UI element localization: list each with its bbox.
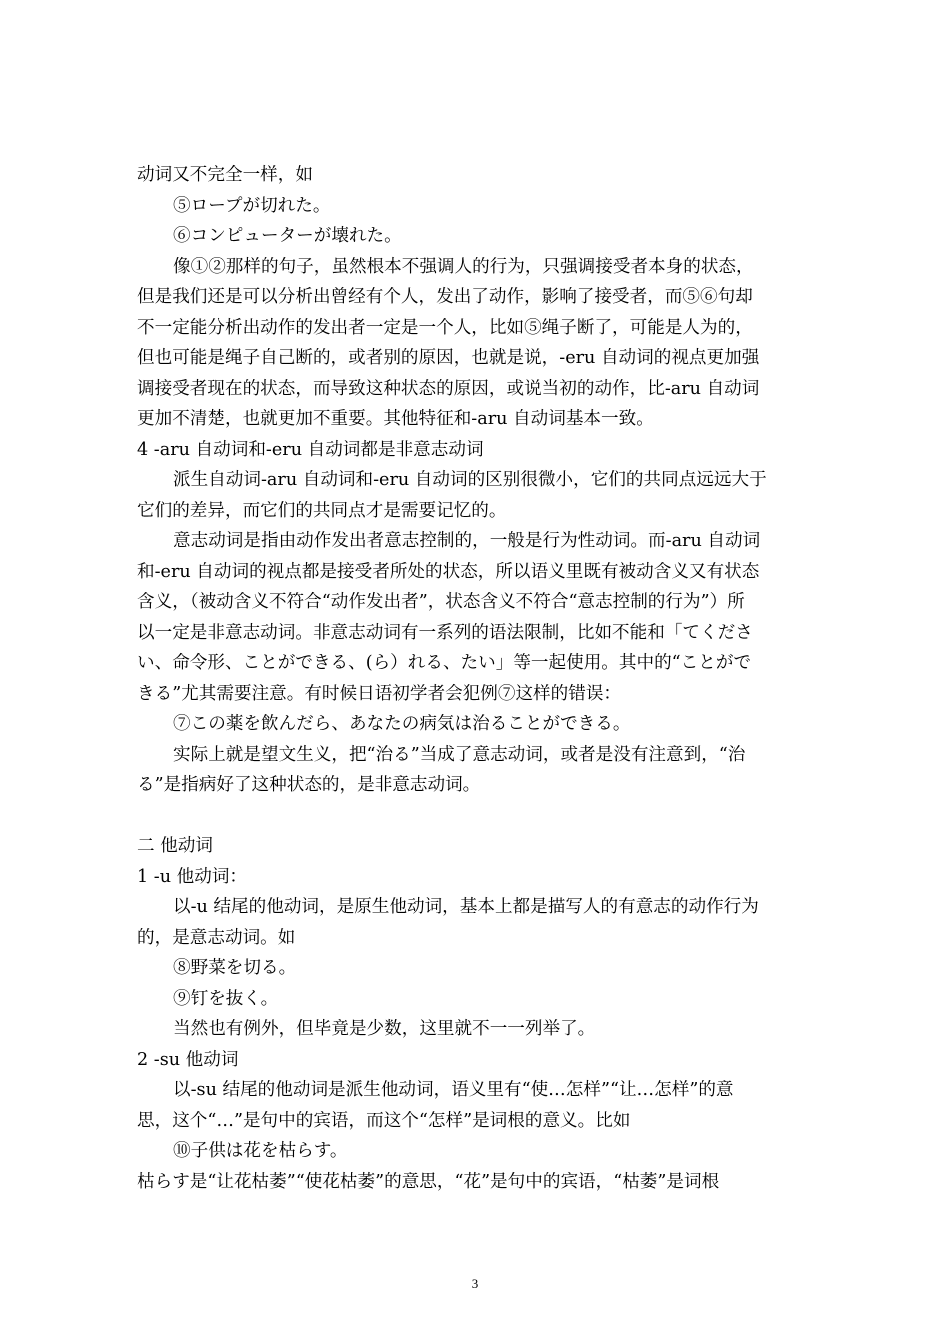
text-line: 以-u 结尾的他动词，是原生他动词，基本上都是描写人的有意志的动作行为 [173, 897, 759, 917]
text-line: 调接受者现在的状态，而导致这种状态的原因，或说当初的动作，比-aru 自动词 [137, 378, 760, 399]
text-line: 它们的差异，而它们的共同点才是需要记忆的。 [137, 500, 507, 521]
text-line: 像①②那样的句子，虽然根本不强调人的行为，只强调接受者本身的状态， [173, 256, 754, 277]
text-line: 不一定能分析出动作的发出者一定是一个人，比如⑤绳子断了，可能是人为的， [137, 317, 753, 338]
example-sentence: ⑩子供は花を枯らす。 [173, 1141, 348, 1161]
example-sentence: ⑨钉を抜く。 [173, 988, 279, 1009]
text-line: 枯らす是“让花枯萎”“使花枯萎”的意思，“花”是句中的宾语，“枯萎”是词根 [137, 1171, 720, 1192]
section-heading: 2 -su 他动词 [137, 1049, 239, 1070]
text-line: 以-su 结尾的他动词是派生他动词，语义里有“使…怎样”“让…怎样”的意 [173, 1080, 734, 1100]
text-line: 含义，（被动含义不符合“动作发出者”，状态含义不符合“意志控制的行为”）所 [137, 592, 745, 612]
text-line: 更加不清楚，也就更加不重要。其他特征和-aru 自动词基本一致。 [137, 409, 654, 429]
section-heading: 1 -u 他动词： [137, 866, 248, 887]
text-line: 但是我们还是可以分析出曾经有个人，发出了动作，影响了接受者，而⑤⑥句却 [137, 287, 753, 307]
example-sentence: ⑦この薬を飲んだら、あなたの病気は治ることができる。 [173, 714, 631, 734]
blank-line [137, 801, 817, 832]
text-line: 的，是意志动词。如 [137, 927, 296, 948]
text-line: る”是指病好了这种状态的，是非意志动词。 [137, 775, 481, 795]
text-line: 动词又不完全一样，如 [137, 165, 313, 185]
text-line: い、命令形、ことができる、(ら）れる、たい」等一起使用。其中的“ことがで [137, 653, 752, 673]
text-line: 当然也有例外，但毕竟是少数，这里就不一一列举了。 [173, 1019, 596, 1039]
example-sentence: ⑤ロープが切れた。 [173, 195, 331, 216]
text-line: 意志动词是指由动作发出者意志控制的，一般是行为性动词。而-aru 自动词 [173, 531, 761, 551]
section-heading: 4 -aru 自动词和-eru 自动词都是非意志动词 [137, 439, 484, 460]
text-line: 思，这个“…”是句中的宾语，而这个“怎样”是词根的意义。比如 [137, 1110, 631, 1131]
text-line: 但也可能是绳子自己断的，或者别的原因，也就是说，-eru 自动词的视点更加强 [137, 348, 760, 368]
text-line: 以一定是非意志动词。非意志动词有一系列的语法限制，比如不能和「てくださ [137, 622, 753, 643]
text-line: 实际上就是望文生义，把“治る”当成了意志动词，或者是没有注意到，“治 [173, 744, 746, 765]
text-line: 和-eru 自动词的视点都是接受者所处的状态，所以语义里既有被动含义又有状态 [137, 561, 760, 582]
example-sentence: ⑥コンピューターが壊れた。 [173, 226, 402, 246]
chapter-heading: 二 他动词 [137, 836, 213, 856]
text-line: 派生自动词-aru 自动词和-eru 自动词的区别很微小，它们的共同点远远大于 [173, 470, 767, 490]
text-line: きる”尤其需要注意。有时候日语初学者会犯例⑦这样的错误： [137, 683, 622, 704]
page-number: 3 [471, 1276, 479, 1291]
document-body [137, 160, 817, 1197]
example-sentence: ⑧野菜を切る。 [173, 958, 297, 978]
